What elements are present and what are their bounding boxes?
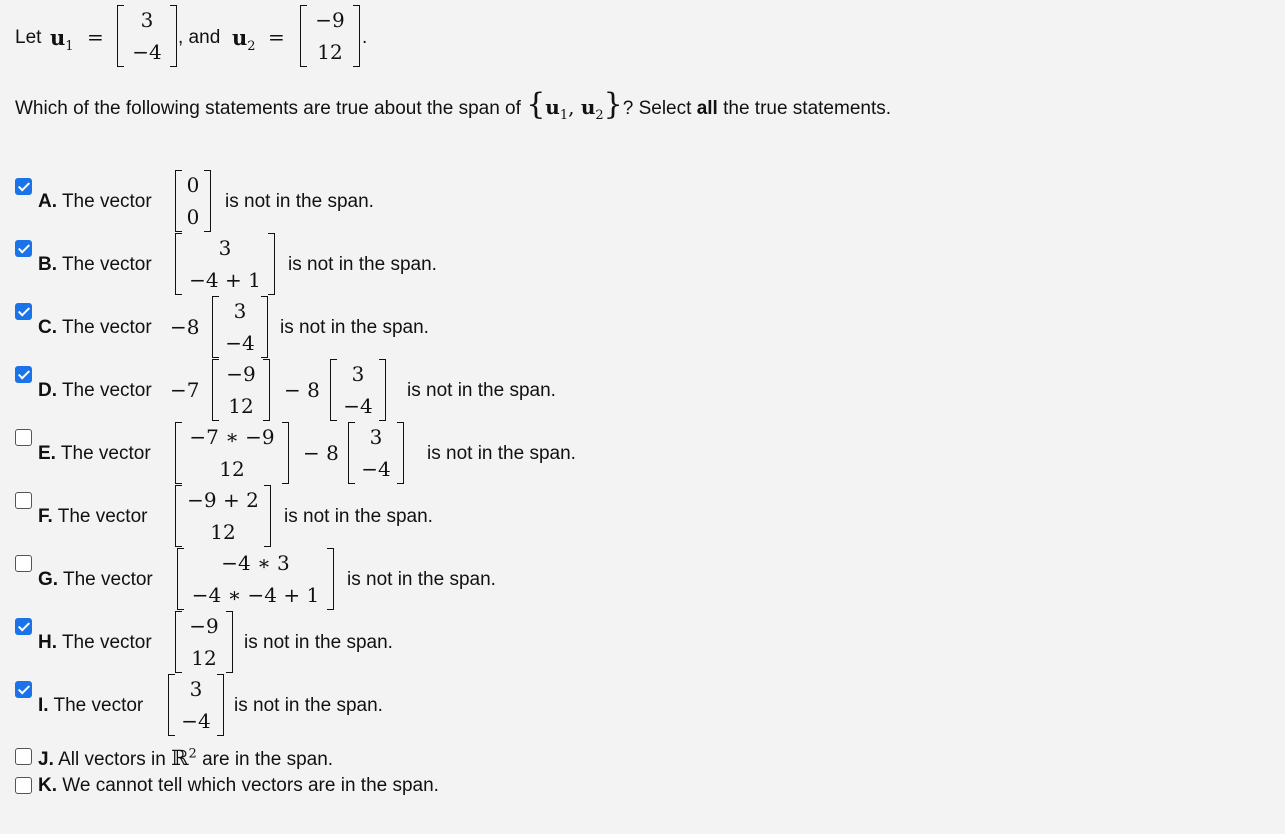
option-g-text: is not in the span. xyxy=(347,569,496,590)
option-a-text: is not in the span. xyxy=(225,191,374,212)
option-e-text: is not in the span. xyxy=(427,443,576,464)
option-e-vector-1: −7 ∗ −9 12 xyxy=(175,422,289,484)
u2-entry-2: 12 xyxy=(317,40,343,64)
option-i-label: I. The vector xyxy=(38,695,144,716)
option-d-minus: − 8 xyxy=(284,378,320,402)
option-h-vector: −9 12 xyxy=(175,611,233,673)
checkbox-f[interactable] xyxy=(15,492,32,509)
set-close-brace: } xyxy=(603,87,623,122)
option-i-text: is not in the span. xyxy=(234,695,383,716)
u1-entry-2: −4 xyxy=(132,40,162,64)
u1-vector xyxy=(117,5,177,67)
option-a-label: A. The vector xyxy=(38,191,152,212)
option-c-coef: −8 xyxy=(170,315,200,339)
equals-sign-2: = xyxy=(268,25,285,49)
option-a-vector: 0 0 xyxy=(175,170,211,232)
checkbox-j[interactable] xyxy=(15,748,32,765)
checkbox-c[interactable] xyxy=(15,303,32,320)
option-f-vector: −9 + 2 12 xyxy=(175,485,271,547)
question-prefix: Which of the following statements are true about the span of xyxy=(15,98,521,119)
u2-symbol: $u_2$ xyxy=(232,25,256,55)
option-f-label: F. The vector xyxy=(38,506,148,527)
option-h-text: is not in the span. xyxy=(244,632,393,653)
checkbox-d[interactable] xyxy=(15,366,32,383)
option-b-text: is not in the span. xyxy=(288,254,437,275)
option-d-vector-1: −9 12 xyxy=(212,359,270,421)
option-b-label: B. The vector xyxy=(38,254,152,275)
option-e-minus: − 8 xyxy=(303,441,339,465)
option-d-label: D. The vector xyxy=(38,380,152,401)
option-e-label: E. The vector xyxy=(38,443,151,464)
and-label: , and xyxy=(178,27,221,48)
option-g-vector: −4 ∗ 3 −4 ∗ −4 + 1 xyxy=(177,548,334,610)
let-label: Let xyxy=(15,27,42,48)
checkbox-e[interactable] xyxy=(15,429,32,446)
option-e-vector-2: 3 −4 xyxy=(348,422,404,484)
question-emphasis: all xyxy=(696,98,718,119)
option-b-vector: 3 −4 + 1 xyxy=(175,233,275,295)
checkbox-b[interactable] xyxy=(15,240,32,257)
option-f-text: is not in the span. xyxy=(284,506,433,527)
checkbox-h[interactable] xyxy=(15,618,32,635)
option-d-text: is not in the span. xyxy=(407,380,556,401)
checkbox-a[interactable] xyxy=(15,178,32,195)
option-h-label: H. The vector xyxy=(38,632,152,653)
equals-sign-1: = xyxy=(87,25,104,49)
option-d-coef: −7 xyxy=(170,378,200,402)
checkbox-k[interactable] xyxy=(15,777,32,794)
option-j-label: J. All vectors in ℝ$^2$ are in the span. xyxy=(38,746,334,770)
option-c-vector: 3 −4 xyxy=(212,296,268,358)
u1-entry-1: 3 xyxy=(140,8,154,32)
u2-vector xyxy=(300,5,360,67)
reals-symbol: ℝ xyxy=(171,746,189,770)
question-text: Which of the following statements are true about the span of {$u_1$, $u_2$}? Select all the true statements. xyxy=(15,87,892,123)
u2-entry-1: −9 xyxy=(315,8,345,32)
option-c-text: is not in the span. xyxy=(280,317,429,338)
option-d-vector-2: 3 −4 xyxy=(330,359,386,421)
option-k-label: K. We cannot tell which vectors are in the span. xyxy=(38,775,439,796)
option-i-vector: 3 −4 xyxy=(168,674,224,736)
checkbox-i[interactable] xyxy=(15,681,32,698)
checkbox-g[interactable] xyxy=(15,555,32,572)
set-open-brace: { xyxy=(526,87,546,122)
header-period: . xyxy=(362,27,368,48)
option-g-label: G. The vector xyxy=(38,569,153,590)
u1-symbol: $u_1$ xyxy=(50,25,74,55)
option-c-label: C. The vector xyxy=(38,317,152,338)
